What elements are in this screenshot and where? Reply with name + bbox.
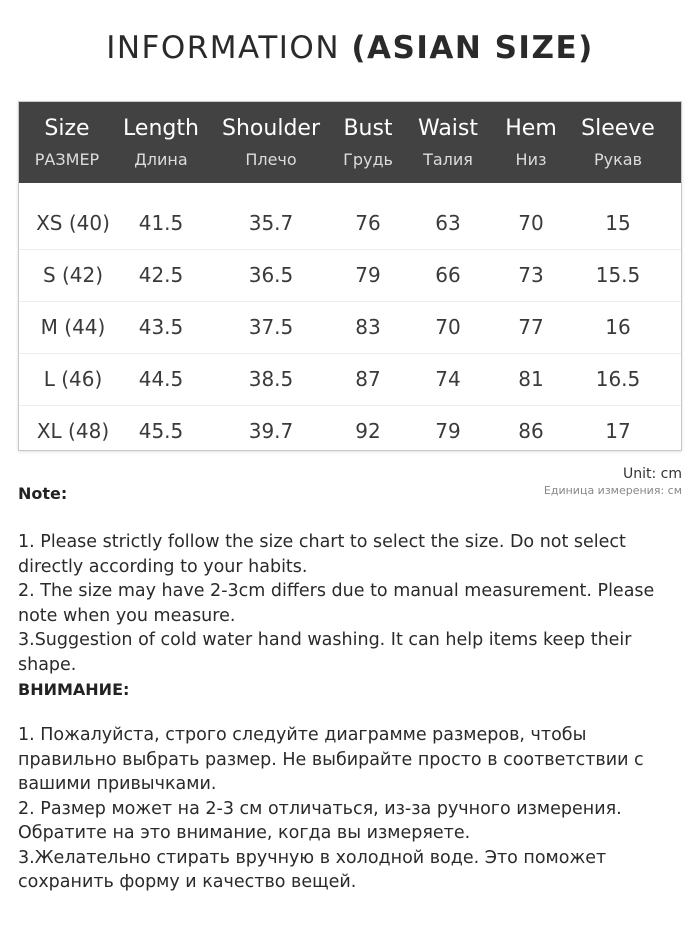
column-header-en: Hem	[505, 116, 557, 141]
measurement-cell: 36.5	[248, 263, 294, 287]
measurement-cell: 42.5	[138, 263, 184, 287]
column-header-ru: Низ	[515, 150, 547, 169]
notes-ru	[18, 723, 688, 895]
column-header-ru: Плечо	[245, 150, 297, 169]
note-heading-ru: ВНИМАНИЕ:	[18, 680, 130, 699]
column-header-en: Length	[123, 116, 199, 141]
measurement-cell: 83	[355, 315, 381, 339]
column-header-en: Size	[44, 116, 90, 141]
measurement-cell: 77	[518, 315, 544, 339]
measurement-cell: 79	[355, 263, 381, 287]
measurement-cell: 43.5	[138, 315, 184, 339]
measurement-cell: 37.5	[248, 315, 294, 339]
unit-label	[544, 466, 682, 497]
size-cell: S (42)	[42, 263, 104, 287]
table-row	[19, 406, 681, 457]
column-header-ru: Грудь	[343, 150, 393, 169]
column-header-ru: Длина	[134, 150, 188, 169]
column-header-en: Shoulder	[222, 116, 320, 141]
column-header	[563, 102, 673, 183]
measurement-cell: 44.5	[138, 367, 184, 391]
column-header-en: Waist	[417, 116, 479, 141]
table-body	[19, 198, 681, 457]
column-header-ru: Талия	[423, 150, 473, 169]
size-cell: M (44)	[40, 315, 106, 339]
note-ru-item: 1. Пожалуйста, строго следуйте диаграмме размеров, чтобы правильно выбрать размер. Не выбирайте просто в соответствии с вашими привычками.	[18, 725, 644, 794]
unit-label-ru: Единица измерения: см	[543, 484, 682, 497]
measurement-cell: 86	[518, 419, 544, 443]
measurement-cell: 66	[435, 263, 461, 287]
measurement-cell: 15	[605, 211, 631, 235]
table-row	[19, 198, 681, 250]
note-en-item: 3.Suggestion of cold water hand washing. It can help items keep their shape.	[18, 630, 632, 675]
note-heading-en: Note:	[18, 484, 68, 503]
measurement-cell: 70	[518, 211, 544, 235]
size-cell: XS (40)	[36, 211, 110, 235]
column-header	[106, 102, 216, 183]
measurement-cell: 92	[355, 419, 381, 443]
column-header	[216, 102, 326, 183]
size-cell: L (46)	[43, 367, 103, 391]
measurement-cell: 73	[518, 263, 544, 287]
table-row	[19, 302, 681, 354]
column-header-ru: РАЗМЕР	[34, 150, 100, 169]
measurement-cell: 79	[435, 419, 461, 443]
title-main: INFORMATION	[106, 30, 352, 66]
page-title	[0, 30, 700, 66]
title-size-system: (ASIAN SIZE)	[351, 30, 594, 66]
measurement-cell: 74	[435, 367, 461, 391]
measurement-cell: 41.5	[138, 211, 184, 235]
unit-label-en: Unit: cm	[622, 466, 682, 482]
measurement-cell: 15.5	[595, 263, 641, 287]
measurement-cell: 87	[355, 367, 381, 391]
measurement-cell: 39.7	[248, 419, 294, 443]
note-en-item: 2. The size may have 2-3cm differs due to manual measurement. Please note when you measure.	[18, 581, 655, 626]
table-row	[19, 250, 681, 302]
measurement-cell: 81	[518, 367, 544, 391]
column-header-ru: Рукав	[593, 150, 642, 169]
measurement-cell: 76	[355, 211, 381, 235]
measurement-cell: 17	[605, 419, 631, 443]
note-en-item: 1. Please strictly follow the size chart to select the size. Do not select directly according to your habits.	[18, 532, 626, 577]
notes-en	[18, 530, 688, 677]
column-header-en: Bust	[343, 116, 393, 141]
measurement-cell: 63	[435, 211, 461, 235]
measurement-cell: 16.5	[595, 367, 641, 391]
size-table	[18, 101, 682, 451]
note-ru-item: 3.Желательно стирать вручную в холодной воде. Это поможет сохранить форму и качество вещей.	[18, 847, 607, 892]
measurement-cell: 35.7	[248, 211, 294, 235]
measurement-cell: 45.5	[138, 419, 184, 443]
measurement-cell: 16	[605, 315, 631, 339]
measurement-cell: 70	[435, 315, 461, 339]
table-header	[19, 102, 681, 183]
note-ru-item: 2. Размер может на 2-3 см отличаться, из-за ручного измерения. Обратите на это внимание, когда вы измеряете.	[18, 798, 622, 843]
table-row	[19, 354, 681, 406]
measurement-cell: 38.5	[248, 367, 294, 391]
size-cell: XL (48)	[36, 419, 110, 443]
column-header-en: Sleeve	[581, 116, 655, 141]
